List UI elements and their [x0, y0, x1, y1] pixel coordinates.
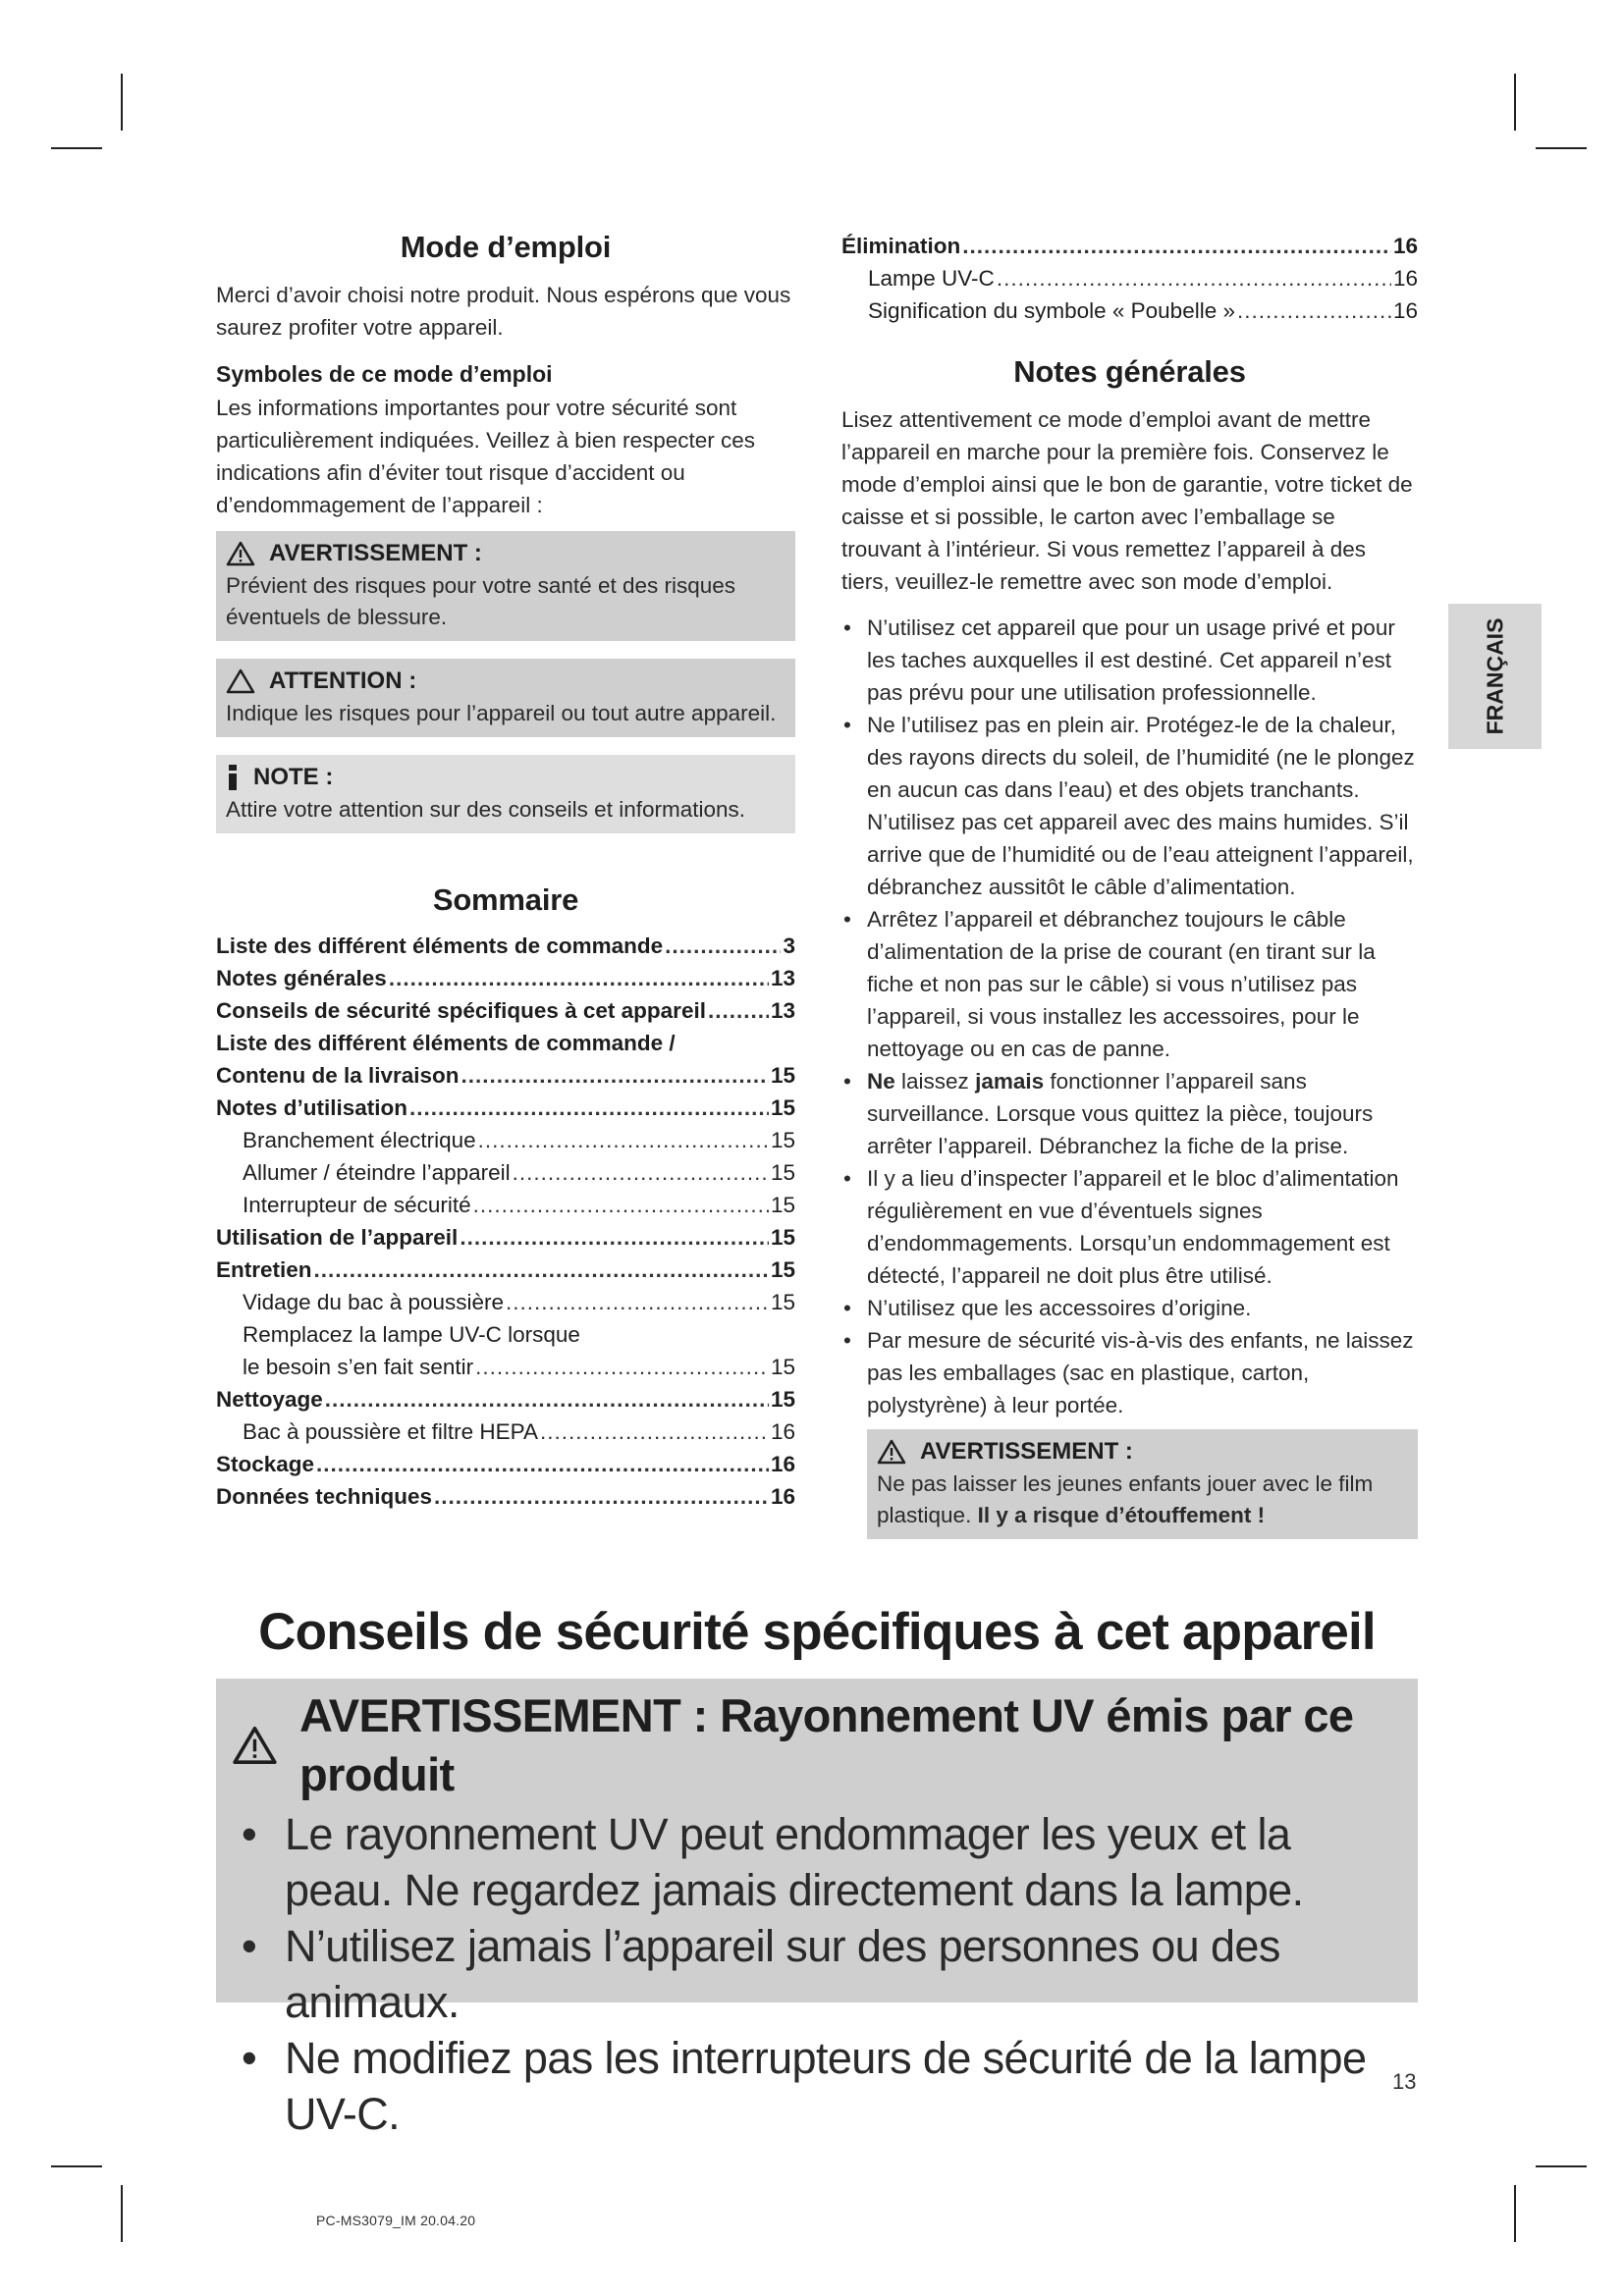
symbols-heading: Symboles de ce mode d’emploi — [216, 361, 553, 387]
toc-leader — [314, 1254, 769, 1286]
table-of-contents — [216, 930, 795, 1513]
crop-mark — [1536, 147, 1587, 149]
toc-row — [216, 1448, 795, 1480]
toc-leader — [461, 1059, 769, 1092]
note-text: Attire votre attention sur des conseils et informations. — [226, 797, 746, 822]
toc-label: Allumer / éteindre l’appareil — [243, 1160, 511, 1185]
notes-list — [841, 612, 1418, 1421]
toc-page: 16 — [1392, 298, 1418, 323]
warning-label: AVERTISSEMENT : — [920, 1438, 1133, 1465]
toc-label: Vidage du bac à poussière — [243, 1290, 505, 1314]
toc-row — [216, 1318, 795, 1351]
list-item: • Arrêtez l’appareil et débranchez toujours le câble d’alimentation de la prise de courant (en tirant sur la fiche et non pas sur le câble) si vous n’utilisez pas l’appareil, si vous installez les accessoires, pour le nettoyage ou en cas de panne. — [841, 903, 1418, 1065]
child-warning-box — [867, 1429, 1418, 1539]
toc-page: 16 — [1392, 266, 1418, 291]
warning-label: AVERTISSEMENT : — [269, 540, 482, 566]
toc-page: 15 — [770, 1095, 795, 1120]
crop-mark — [121, 74, 123, 131]
toc-row — [216, 1254, 795, 1286]
crop-mark — [1514, 2185, 1516, 2242]
toc-label: Signification du symbole « Poubelle » — [868, 298, 1235, 323]
warning-emphasis: Il y a risque d’étouffement ! — [977, 1503, 1266, 1527]
toc-row — [841, 294, 1418, 327]
toc-page: 15 — [770, 1387, 795, 1412]
caution-label: ATTENTION : — [269, 667, 417, 694]
toc-title: Sommaire — [432, 882, 579, 917]
note-label: NOTE : — [253, 764, 334, 790]
toc-leader — [434, 1480, 769, 1513]
toc-row — [216, 1124, 795, 1156]
toc-label: Liste des différent éléments de commande — [216, 934, 664, 958]
toc-row — [216, 1383, 795, 1415]
toc-page: 16 — [770, 1452, 795, 1476]
toc-label: Nettoyage — [216, 1387, 323, 1412]
caution-triangle-icon — [226, 668, 255, 694]
list-item: • Ne laissez jamais fonctionner l’appareil sans surveillance. Lorsque vous quittez la pièce, toujours arrêter l’appareil. Débranchez la fiche de la prise. — [841, 1065, 1418, 1162]
crop-mark — [51, 147, 102, 149]
toc-label: Branchement électrique — [243, 1128, 476, 1152]
right-column — [841, 230, 1418, 1539]
toc-row — [841, 262, 1418, 294]
toc-row — [216, 1189, 795, 1221]
toc-row — [216, 1415, 795, 1448]
crop-mark — [1536, 2165, 1587, 2167]
toc-label: Conseils de sécurité spécifiques à cet appareil — [216, 998, 706, 1023]
caution-text: Indique les risques pour l’appareil ou tout autre appareil. — [226, 701, 777, 725]
toc-label: Remplacez la lampe UV-C lorsque — [243, 1322, 580, 1347]
toc-page: 15 — [770, 1225, 795, 1250]
toc-row — [216, 930, 795, 962]
toc-leader — [325, 1383, 769, 1415]
list-item: • N’utilisez jamais l’appareil sur des personnes ou des animaux. — [232, 1918, 1402, 2030]
toc-label: Notes d’utilisation — [216, 1095, 408, 1120]
warning-triangle-icon — [226, 541, 255, 566]
toc-leader — [513, 1156, 769, 1189]
info-icon — [226, 763, 240, 792]
toc-leader — [1237, 294, 1391, 327]
list-item: • N’utilisez que les accessoires d’origine. — [841, 1292, 1418, 1324]
warning-box — [216, 531, 795, 641]
toc-leader — [460, 1221, 769, 1254]
list-item: • Ne modifiez pas les interrupteurs de sécurité de la lampe UV-C. — [232, 2030, 1402, 2142]
bold-jamais: jamais — [975, 1069, 1045, 1094]
warning-triangle-icon — [877, 1439, 906, 1465]
list-item: • Le rayonnement UV peut endommager les yeux et la peau. Ne regardez jamais directement dans la lampe. — [232, 1806, 1402, 1918]
toc-label: Lampe UV-C — [868, 266, 995, 291]
list-item: • Ne l’utilisez pas en plein air. Protégez-le de la chaleur, des rayons directs du soleil, de l’humidité (ne le plongez en aucun cas dans l’eau) et des objets tranchants. N’utilisez pas cet appareil avec des mains humides. S’il arrive que de l’humidité ou de l’eau atteignent l’appareil, débranchez aussitôt le câble d’alimentation. — [841, 709, 1418, 903]
list-item: • Par mesure de sécurité vis-à-vis des enfants, ne laissez pas les emballages (sac en plastique, carton, polystyrène) à leur portée. — [841, 1324, 1418, 1421]
toc-page: 13 — [770, 998, 795, 1023]
toc-page: 15 — [770, 1063, 795, 1088]
toc-leader — [665, 930, 781, 962]
list-item: • Il y a lieu d’inspecter l’appareil et le bloc d’alimentation régulièrement en vue d’éventuels signes d’endommagements. Lorsqu’un endommagement est détecté, l’appareil ne doit plus être utilisé. — [841, 1162, 1418, 1292]
intro-text: Merci d’avoir choisi notre produit. Nous espérons que vous saurez profiter votre appareil. — [216, 283, 791, 340]
toc-page: 16 — [770, 1419, 795, 1444]
toc-leader — [389, 962, 769, 994]
toc-label: Contenu de la livraison — [216, 1063, 460, 1088]
caution-box — [216, 659, 795, 737]
toc-row — [216, 1221, 795, 1254]
toc-label: Liste des différent éléments de commande / — [216, 1031, 676, 1055]
toc-page: 15 — [770, 1128, 795, 1152]
warning-text: Prévient des risques pour votre santé et des risques éventuels de blessure. — [226, 573, 736, 629]
note-box — [216, 755, 795, 833]
toc-leader — [475, 1351, 769, 1383]
toc-leader — [540, 1415, 769, 1448]
uv-warning-label: AVERTISSEMENT : Rayonnement UV émis par ce produit — [298, 1689, 1354, 1800]
toc-leader — [997, 262, 1391, 294]
page-title: Mode d’emploi — [400, 230, 612, 264]
language-tab — [1448, 604, 1542, 749]
toc-leader — [708, 994, 769, 1027]
crop-mark — [121, 2185, 123, 2242]
toc-row — [216, 962, 795, 994]
toc-page: 16 — [1392, 234, 1418, 258]
toc-row — [216, 1480, 795, 1513]
toc-page: 15 — [770, 1193, 795, 1217]
toc-row — [216, 1092, 795, 1124]
toc-leader — [316, 1448, 769, 1480]
toc-page: 15 — [770, 1160, 795, 1185]
warning-text: Ne pas laisser les jeunes enfants jouer avec le film plastique. — [877, 1471, 1374, 1527]
toc-page: 13 — [770, 966, 795, 990]
crop-mark — [51, 2165, 102, 2167]
toc-row — [216, 1027, 795, 1059]
toc-leader — [478, 1124, 769, 1156]
footer-code: PC-MS3079_IM 20.04.20 — [316, 2213, 476, 2228]
toc-label: Notes générales — [216, 966, 387, 990]
toc-row — [216, 1059, 795, 1092]
toc-label: Interrupteur de sécurité — [243, 1193, 471, 1217]
toc-label: Utilisation de l’appareil — [216, 1225, 459, 1250]
bold-ne: Ne — [867, 1069, 895, 1094]
toc-leader — [962, 230, 1391, 262]
toc-leader — [473, 1189, 769, 1221]
crop-mark — [1514, 74, 1516, 131]
symbols-text: Les informations importantes pour votre sécurité sont particulièrement indiquées. Veillez à bien respecter ces indications afin d’éviter tout risque d’accident ou d’endommagement de l’appareil : — [216, 396, 756, 517]
toc-row — [216, 1286, 795, 1318]
toc-row — [216, 1351, 795, 1383]
toc-label: le besoin s’en fait sentir — [243, 1355, 474, 1379]
toc-page: 16 — [770, 1484, 795, 1509]
toc-row — [216, 1156, 795, 1189]
toc-label: Entretien — [216, 1257, 312, 1282]
toc-leader — [409, 1092, 769, 1124]
toc-label: Stockage — [216, 1452, 315, 1476]
toc-row — [841, 230, 1418, 262]
toc-page: 15 — [770, 1257, 795, 1282]
toc-label: Données techniques — [216, 1484, 433, 1509]
safety-section-title: Conseils de sécurité spécifiques à cet appareil — [258, 1603, 1376, 1661]
toc-label: Bac à poussière et filtre HEPA — [243, 1419, 538, 1444]
toc-page: 15 — [770, 1290, 795, 1314]
toc-label: Élimination — [841, 234, 961, 258]
toc-leader — [506, 1286, 769, 1318]
language-tab-label: FRANÇAIS — [1482, 617, 1507, 735]
page-number: 13 — [1392, 2069, 1417, 2094]
list-item: • N’utilisez cet appareil que pour un usage privé et pour les taches auxquelles il est destiné. Cet appareil n’est pas prévu pour une utilisation professionnelle. — [841, 612, 1418, 709]
toc-page: 3 — [783, 934, 795, 958]
notes-title: Notes générales — [1013, 354, 1246, 389]
toc-row — [216, 994, 795, 1027]
table-of-contents-continued — [841, 230, 1418, 327]
uv-warning-list — [232, 1806, 1402, 2142]
warning-triangle-icon — [232, 1723, 278, 1768]
left-column — [216, 230, 795, 1513]
notes-intro: Lisez attentivement ce mode d’emploi avant de mettre l’appareil en marche pour la première fois. Conservez le mode d’emploi ainsi que le bon de garantie, votre ticket de caisse et si possible, le carton avec l’emballage se trouvant à l’intérieur. Si vous remettez l’appareil à des tiers, veuillez-le remettre avec son mode d’emploi. — [841, 407, 1413, 594]
toc-page: 15 — [770, 1355, 795, 1379]
